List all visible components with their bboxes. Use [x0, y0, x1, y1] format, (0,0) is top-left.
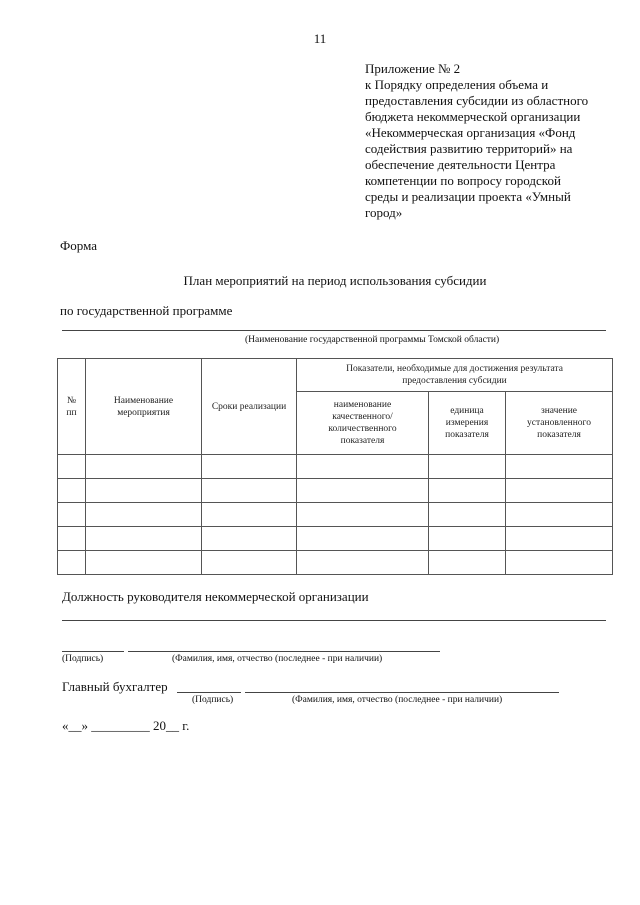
accountant-signature-line[interactable]: [177, 692, 241, 693]
table-cell[interactable]: [58, 479, 86, 503]
form-label: Форма: [60, 238, 97, 253]
appendix-line: среды и реализации проекта «Умный: [365, 189, 571, 204]
table-cell[interactable]: [202, 479, 297, 503]
table-cell[interactable]: [86, 455, 202, 479]
head-signature-line[interactable]: [62, 651, 124, 652]
date-line[interactable]: «__» _________ 20__ г.: [62, 718, 190, 733]
table-cell[interactable]: [297, 527, 429, 551]
col-period-header: Сроки реализации: [202, 359, 297, 455]
head-position-line[interactable]: [62, 620, 606, 621]
appendix-line: содействия развитию территорий» на: [365, 141, 573, 156]
table-cell[interactable]: [429, 503, 506, 527]
table-row: [58, 479, 613, 503]
table-cell[interactable]: [506, 479, 613, 503]
table-cell[interactable]: [506, 503, 613, 527]
appendix-line: компетенции по вопросу городской: [365, 173, 561, 188]
table-cell[interactable]: [58, 455, 86, 479]
page-number: 11: [313, 31, 327, 46]
accountant-name-line[interactable]: [245, 692, 559, 693]
table-cell[interactable]: [202, 455, 297, 479]
plan-title: План мероприятий на период использования субсидии: [183, 273, 487, 288]
appendix-line: к Порядку определения объема и: [365, 77, 549, 92]
appendix-header: [365, 61, 625, 221]
table-cell[interactable]: [506, 551, 613, 575]
table-cell[interactable]: [58, 503, 86, 527]
table-row: [58, 455, 613, 479]
col-unit-header: единица измерения показателя: [429, 392, 506, 455]
appendix-line: бюджета некоммерческой организации: [365, 109, 581, 124]
table-cell[interactable]: [202, 527, 297, 551]
head-name-line[interactable]: [128, 651, 440, 652]
col-number-header: № пп: [58, 359, 86, 455]
col-indicators-group-header: Показатели, необходимые для достижения результата предоставления субсидии: [297, 359, 613, 392]
table-cell[interactable]: [506, 455, 613, 479]
accountant-name-caption: (Фамилия, имя, отчество (последнее - при наличии): [292, 695, 503, 705]
accountant-label: Главный бухгалтер: [62, 679, 168, 694]
table-cell[interactable]: [429, 527, 506, 551]
table-cell[interactable]: [86, 503, 202, 527]
table-cell[interactable]: [202, 551, 297, 575]
accountant-signature-caption: (Подпись): [192, 695, 234, 705]
appendix-line: Приложение № 2: [365, 61, 461, 76]
table-cell[interactable]: [202, 503, 297, 527]
table-cell[interactable]: [429, 455, 506, 479]
appendix-line: город»: [365, 205, 403, 220]
appendix-line: обеспечение деятельности Центра: [365, 157, 556, 172]
table-cell[interactable]: [429, 551, 506, 575]
plan-table: [57, 358, 613, 575]
table-cell[interactable]: [429, 479, 506, 503]
table-row: [58, 527, 613, 551]
table-row: [58, 503, 613, 527]
appendix-line: предоставления субсидии из областного: [365, 93, 589, 108]
head-position-label: Должность руководителя некоммерческой организации: [62, 589, 369, 604]
col-indicator-name-header: наименование качественного/ количественного показателя: [297, 392, 429, 455]
table-cell[interactable]: [297, 503, 429, 527]
table-cell[interactable]: [86, 551, 202, 575]
col-event-header: Наименование мероприятия: [86, 359, 202, 455]
table-cell[interactable]: [86, 527, 202, 551]
table-cell[interactable]: [297, 455, 429, 479]
table-cell[interactable]: [86, 479, 202, 503]
appendix-line: «Некоммерческая организация «Фонд: [365, 125, 576, 140]
table-cell[interactable]: [58, 551, 86, 575]
table-cell[interactable]: [506, 527, 613, 551]
table-row: [58, 551, 613, 575]
col-value-header: значение установленного показателя: [506, 392, 613, 455]
program-name-line[interactable]: [62, 330, 606, 331]
table-cell[interactable]: [58, 527, 86, 551]
table-cell[interactable]: [297, 551, 429, 575]
head-signature-caption: (Подпись): [62, 654, 104, 664]
program-label: по государственной программе: [60, 303, 233, 318]
head-name-caption: (Фамилия, имя, отчество (последнее - при наличии): [172, 654, 383, 664]
program-caption: (Наименование государственной программы Томской области): [245, 335, 500, 345]
table-cell[interactable]: [297, 479, 429, 503]
